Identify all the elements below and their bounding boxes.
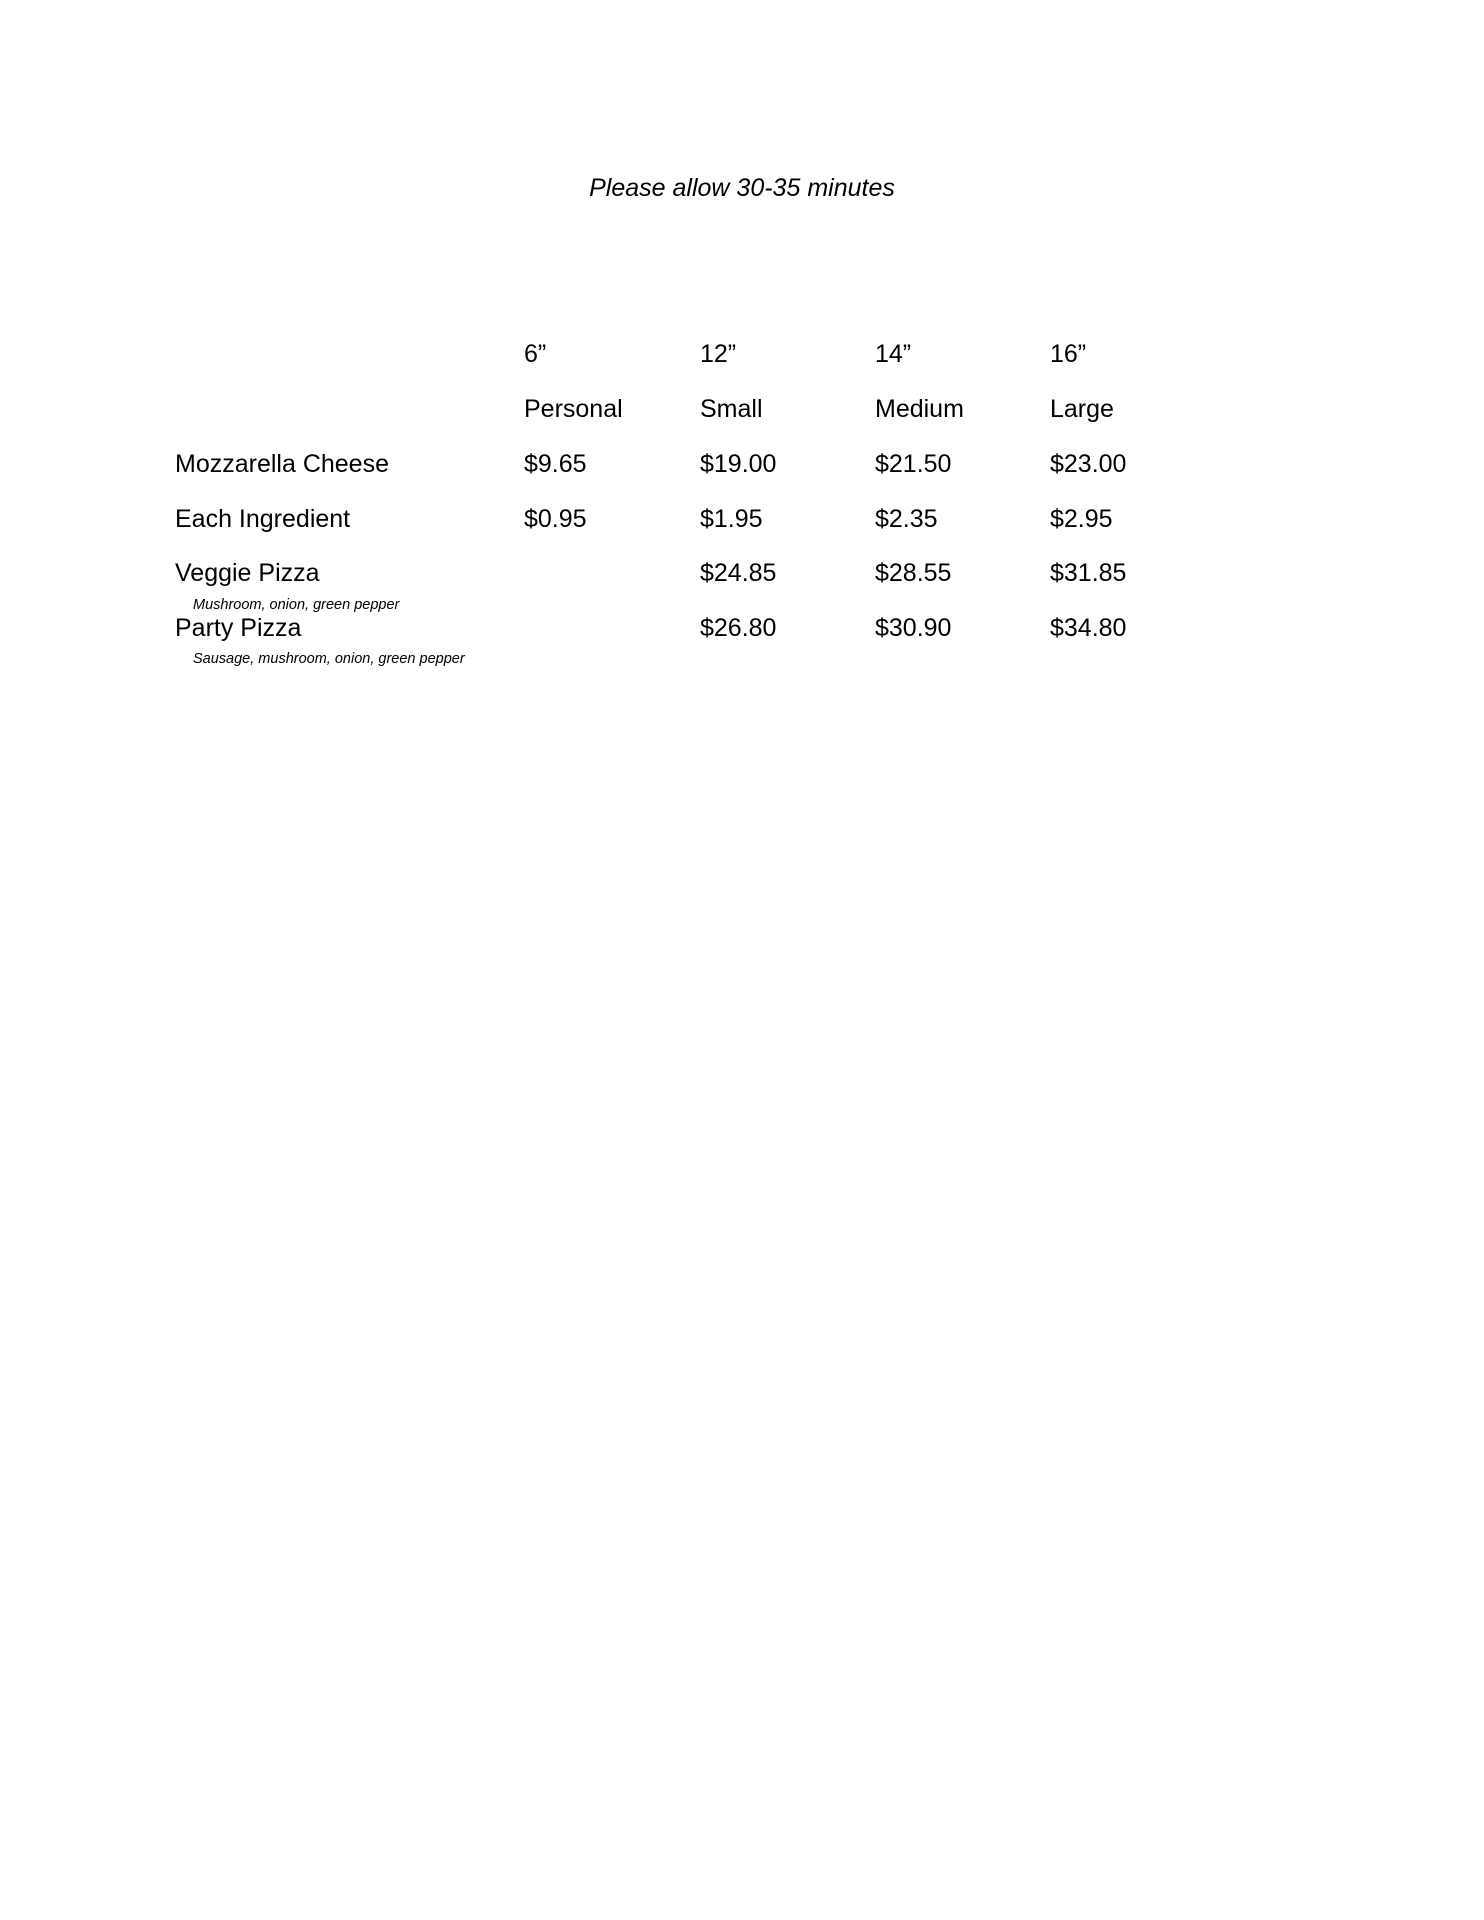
size-personal: 6” (524, 340, 547, 368)
wait-time-note: Please allow 30-35 minutes (589, 174, 895, 202)
size-medium: 14” (875, 340, 912, 368)
price-large: $23.00 (1050, 450, 1127, 478)
price-small: $26.80 (700, 614, 777, 642)
item-name: Party Pizza (175, 614, 302, 642)
item-name: Each Ingredient (175, 505, 351, 533)
price-medium: $2.35 (875, 505, 938, 533)
price-small: $1.95 (700, 505, 763, 533)
size-small: 12” (700, 340, 737, 368)
size-large: 16” (1050, 340, 1087, 368)
size-name-personal: Personal (524, 395, 623, 423)
size-name-medium: Medium (875, 395, 964, 423)
price-large: $2.95 (1050, 505, 1113, 533)
price-personal: $0.95 (524, 505, 587, 533)
size-name-small: Small (700, 395, 763, 423)
price-personal: $9.65 (524, 450, 587, 478)
price-small: $19.00 (700, 450, 777, 478)
item-name: Veggie Pizza (175, 559, 320, 587)
price-large: $34.80 (1050, 614, 1127, 642)
price-small: $24.85 (700, 559, 777, 587)
price-medium: $28.55 (875, 559, 952, 587)
item-description: Mushroom, onion, green pepper (193, 597, 400, 613)
price-medium: $30.90 (875, 614, 952, 642)
price-medium: $21.50 (875, 450, 952, 478)
item-description: Sausage, mushroom, onion, green pepper (193, 651, 465, 667)
item-name: Mozzarella Cheese (175, 450, 389, 478)
price-large: $31.85 (1050, 559, 1127, 587)
size-name-large: Large (1050, 395, 1114, 423)
